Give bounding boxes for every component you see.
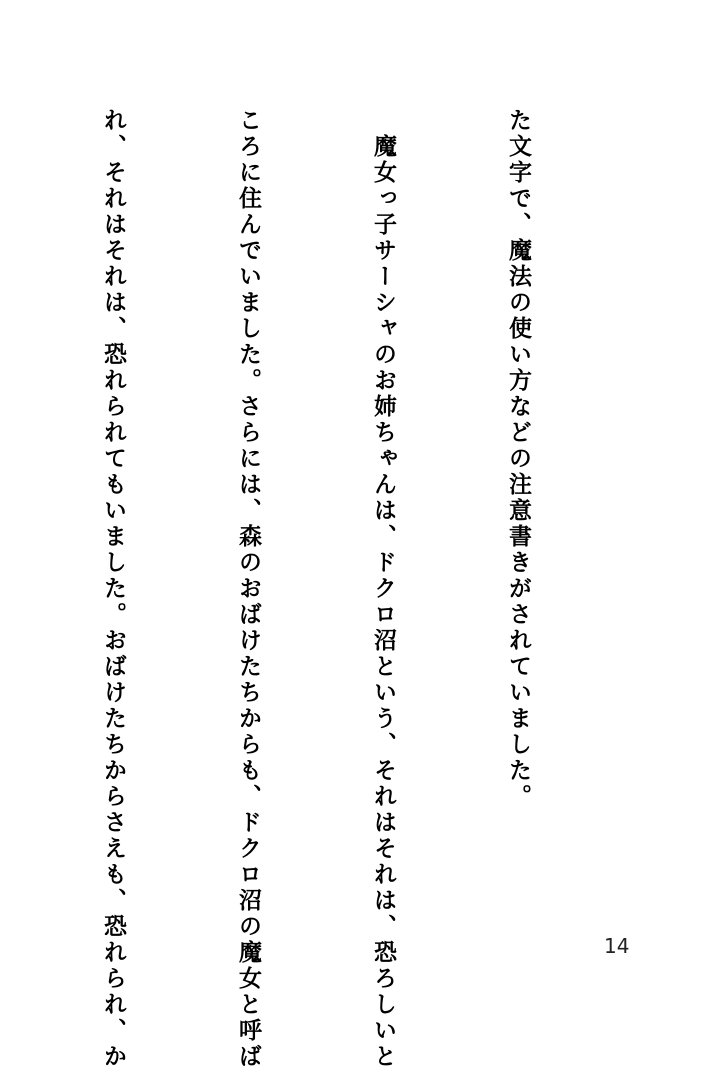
page-number: 14 bbox=[604, 934, 630, 958]
text-line: れ、それはそれは、恐れられてもいました。おばけたちからさえも、恐れられ、か bbox=[100, 108, 126, 1070]
text-line: ころに住んでいました。さらには、森のおばけたちからも、ドクロ沼の魔女と呼ば bbox=[235, 108, 261, 1070]
text-line: 魔女っ子サーシャのお姉ちゃんは、ドクロ沼という、それはそれは、恐ろしいと bbox=[370, 108, 396, 1070]
text-line: た文字で、魔法の使い方などの注意書きがされていました。 bbox=[505, 108, 531, 810]
